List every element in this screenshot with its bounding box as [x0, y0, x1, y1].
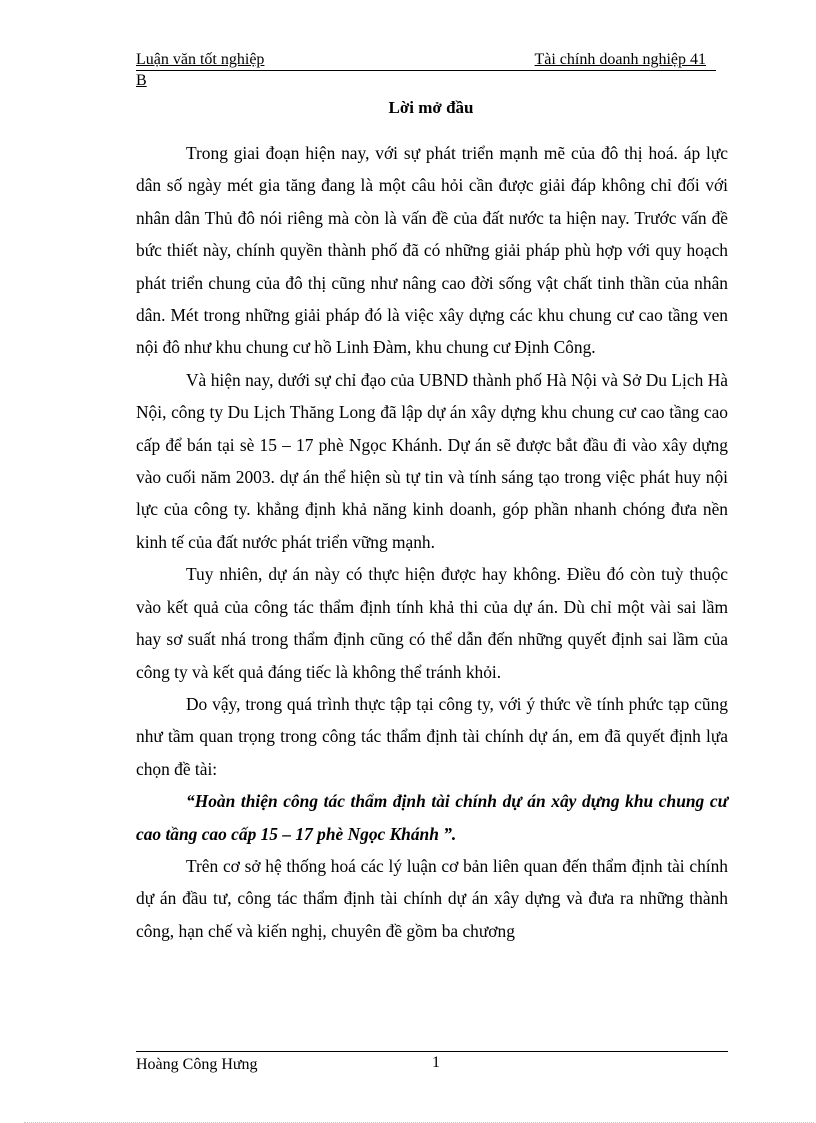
thesis-topic: “Hoàn thiện công tác thẩm định tài chính dự án xây dựng khu chung cư cao tầng cao cấp 15 – 17 phè Ngọc Khánh ”. [136, 791, 728, 844]
paragraph-project: Và hiện nay, dưới sự chỉ đạo của UBND thành phố Hà Nội và Sở Du Lịch Hà Nội, công ty Du Lịch Thăng Long đã lập dự án xây dựng khu chung cư cao tầng cao cấp để bán tại sè 15 – 17 phè Ngọc Khánh. Dự án sẽ được bắt đầu đi vào xây dựng vào cuối năm 2003. dự án thể hiện sù tự tin và tính sáng tạo trong việc phát huy nội lực của công ty. khẳng định khả năng kinh doanh, góp phần nhanh chóng đưa nền kinh tế của đất nước phát triển vững mạnh. [136, 369, 728, 552]
paragraph-question: Tuy nhiên, dự án này có thực hiện được hay không. Điều đó còn tuỳ thuộc vào kết quả của công tác thẩm định tính khả thi của dự án. Dù chỉ một vài sai lầm hay sơ suất nhá trong thẩm định cũng có thể dẫn đến những quyết định sai lầm của công ty và kết quả đáng tiếc là không thể tránh khỏi. [136, 564, 728, 682]
header-row [136, 50, 716, 71]
page-header [136, 50, 716, 91]
page-number: 1 [432, 1054, 440, 1071]
header-left-text: Luận văn tốt nghiệp [136, 51, 265, 68]
header-continuation: B [136, 72, 147, 89]
header-right-text: Tài chính doanh nghiệp 41 [534, 51, 706, 68]
page-title: Lời mở đầu [388, 98, 474, 117]
footer-divider [136, 1051, 728, 1052]
paragraph-choice: Do vậy, trong quá trình thực tập tại công ty, với ý thức về tính phức tạp cũng như tầm quan trọng trong công tác thẩm định tài chính dự án, em đã quyết định lựa chọn đề tài: [136, 693, 728, 779]
footer-author: Hoàng Công Hưng [136, 1056, 258, 1073]
paragraph-structure: Trên cơ sở hệ thống hoá các lý luận cơ bản liên quan đến thẩm định tài chính dự án đầu tư, công tác thẩm định tài chính dự án xây dựng và đưa ra những thành công, hạn chế và kiến nghị, chuyên đề gồm ba chương [136, 855, 728, 941]
body-text [136, 137, 728, 947]
paragraph-intro: Trong giai đoạn hiện nay, với sự phát triển mạnh mẽ của đô thị hoá. áp lực dân số ngày mét gia tăng đang là một câu hỏi cần được giải đáp không chỉ đối với nhân dân Thủ đô nói riêng mà còn là vấn đề của đất nước ta hiện nay. Trước vấn đề bức thiết này, chính quyền thành phố đã có những giải pháp phù hợp với quy hoạch phát triển chung của đô thị cũng như nâng cao đời sống vật chất tinh thần của nhân dân. Mét trong những giải pháp đó là việc xây dựng các khu chung cư cao tầng ven nội đô như khu chung cư hồ Linh Đàm, khu chung cư Định Công. [136, 143, 728, 358]
